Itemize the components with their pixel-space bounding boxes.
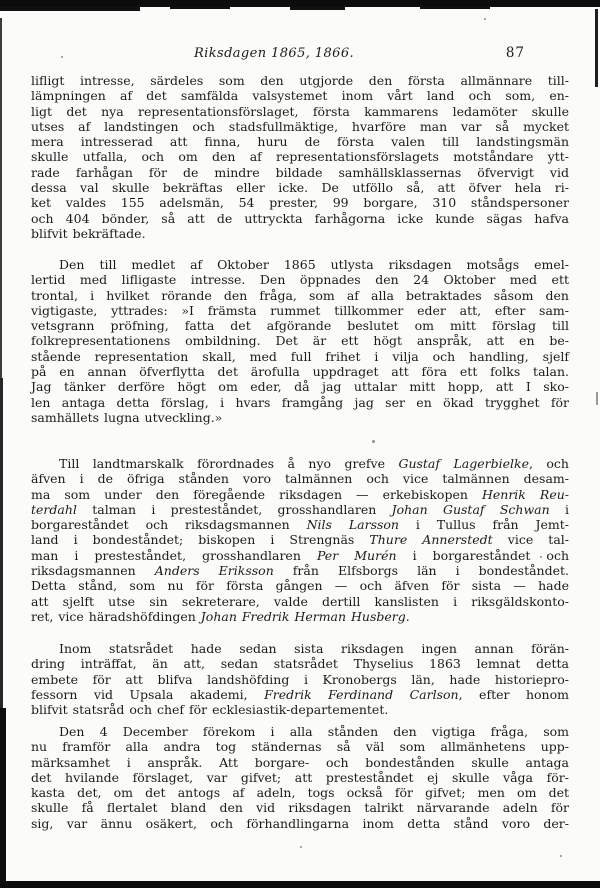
- text-line: [31, 119, 569, 134]
- text-segment: ligt det nya representationsförslaget, första kammarens ledamöter skulle: [31, 103, 569, 119]
- text-line: [31, 288, 569, 303]
- text-segment: samhällets lugna utveckling.»: [31, 409, 223, 425]
- text-segment: borgareståndet och riksdagsmannen: [31, 517, 307, 533]
- text-line: [31, 739, 569, 754]
- person-name-italic: Per Murén: [316, 547, 397, 563]
- text-line: [31, 502, 569, 517]
- scan-edge-right: [596, 392, 598, 405]
- text-line: [31, 548, 569, 563]
- text-line: [31, 349, 569, 364]
- scan-speck: [372, 440, 375, 443]
- text-segment: att sjelft utse sin sekreterare, valde dertill kanslisten i riksgäldskonto-: [31, 593, 569, 609]
- text-segment: det hvilande förslaget, var gifvet; att presteståndet ej skulle våga för-: [31, 769, 569, 785]
- scan-speck: [300, 846, 302, 848]
- text-segment: och 404 bönder, så att de uttryckta farhågorna icke kunde sägas hafva: [31, 210, 569, 226]
- text-segment: i borgareståndet och: [396, 547, 570, 563]
- text-line: [31, 672, 569, 687]
- text-segment: sig, var ännu osäkert, och förhandlingarna inom detta stånd voro der-: [31, 815, 569, 831]
- text-segment: lämpningen af det samfälda valsystemet inom vårt land och som, en-: [31, 88, 569, 104]
- text-line: [31, 609, 569, 624]
- text-line: [31, 563, 569, 578]
- text-segment: på en annan öfverflytta det ärofulla uppdraget att föra ett folks talan.: [31, 364, 569, 380]
- text-line: [31, 395, 569, 410]
- text-segment: stående representation skall, med full frihet i vilja och handling, sjelf: [31, 348, 569, 364]
- text-segment: blifvit bekräftade.: [31, 225, 146, 241]
- scan-edge-left: [0, 378, 3, 708]
- page-number: 87: [505, 45, 525, 61]
- text-line: [31, 656, 569, 671]
- text-segment: utses af landstingen och stadsfullmäktige, hvarföre man var så mycket: [31, 118, 569, 134]
- text-line: [31, 73, 569, 88]
- person-name-italic: Thure Annerstedt: [369, 532, 493, 548]
- text-segment: Jag tänker derföre högt om eder, då jag uttalar mitt hopp, att I sko-: [31, 379, 569, 395]
- text-line: [31, 303, 569, 318]
- scan-edge-top: [0, 0, 600, 7]
- person-name-italic: Johan Gustaf Schwan: [391, 501, 550, 517]
- text-line: [31, 211, 569, 226]
- text-line: [31, 687, 569, 702]
- scan-edge-left: [0, 18, 2, 378]
- scan-speck: [61, 56, 63, 58]
- text-line: [31, 104, 569, 119]
- text-line: [31, 456, 569, 471]
- text-segment: man i presteståndet, grosshandlaren: [31, 547, 317, 563]
- person-name-italic: Anders Eriksson: [154, 563, 274, 579]
- scan-edge-bottom: [0, 881, 600, 888]
- text-segment: land i bondeståndet; biskopen i Strengnäs: [31, 532, 370, 548]
- text-segment: Inom statsrådet hade sedan sista riksdagen ingen annan förän-: [59, 641, 569, 656]
- text-segment: len antaga detta förslag, i hvars framgång jag ser en ökad trygghet för: [31, 394, 569, 410]
- text-segment: ret, vice häradshöfdingen: [31, 608, 201, 624]
- person-name-italic: Nils Larsson: [306, 517, 399, 533]
- text-segment: talman i presteståndet, grosshandlaren: [76, 501, 392, 517]
- text-segment: dring inträffat, än att, sedan statsrådet Thyselius 1863 lemnat detta: [31, 656, 569, 672]
- text-segment: trontal, i hvilket rörande den fråga, som af alla betraktades såsom den: [31, 287, 569, 303]
- text-line: [31, 272, 569, 287]
- text-line: [31, 364, 569, 379]
- text-segment: kasta det, om det antogs af adeln, togs också för gifvet; men om det: [31, 785, 569, 801]
- text-line: [31, 800, 569, 815]
- text-line: [31, 165, 569, 180]
- running-header-title: Riksdagen 1865, 1866.: [193, 46, 355, 61]
- paragraph: [31, 456, 569, 624]
- text-line: [31, 318, 569, 333]
- text-line: [31, 517, 569, 532]
- person-name-italic: Fredrik Ferdinand Carlson: [264, 686, 459, 702]
- text-segment: äfven i de öfriga stånden voro talmännen och vice talmännen desam-: [31, 471, 569, 487]
- scan-edge-ragged: [290, 7, 345, 10]
- text-line: [31, 88, 569, 103]
- text-segment: lertid med lifligaste intresse. Den öppnades den 24 Oktober med ett: [31, 272, 569, 288]
- text-line: [31, 532, 569, 547]
- text-segment: Detta stånd, som nu för första gången — och äfven för sista — hade: [31, 578, 569, 594]
- text-segment: i Tullus från Jemt-: [398, 517, 569, 533]
- scan-edge-ragged: [420, 7, 490, 9]
- paragraph: [31, 641, 569, 717]
- text-segment: .: [405, 608, 410, 624]
- text-line: [31, 134, 569, 149]
- scan-edge-right: [595, 9, 598, 87]
- paragraph: [31, 724, 569, 831]
- text-line: [31, 785, 569, 800]
- text-segment: Till landtmarskalk förordnades å nyo grefve: [59, 456, 399, 471]
- scan-edge-ragged: [0, 7, 140, 11]
- text-line: [31, 487, 569, 502]
- text-line: [31, 755, 569, 770]
- text-line: [31, 410, 569, 425]
- text-line: [31, 594, 569, 609]
- text-segment: i: [549, 501, 569, 517]
- text-line: [31, 770, 569, 785]
- text-line: [31, 702, 569, 717]
- text-line: [31, 149, 569, 164]
- paragraph: [31, 73, 569, 241]
- text-line: [31, 257, 569, 272]
- text-segment: folkrepresentationens ombildning. Det är ett högt anspråk, att en be-: [31, 333, 569, 349]
- scan-edge-ragged: [170, 7, 230, 9]
- text-segment: riksdagsmannen: [31, 563, 155, 579]
- text-line: [31, 180, 569, 195]
- person-name-italic: Johan Fredrik Herman Husberg: [200, 608, 406, 624]
- person-name-italic: Henrik Reu-: [481, 486, 570, 502]
- paragraph: [31, 257, 569, 425]
- text-segment: vice tal-: [492, 532, 569, 548]
- text-line: [31, 333, 569, 348]
- scan-edge-left: [0, 708, 6, 884]
- text-line: [31, 195, 569, 210]
- text-line: [31, 578, 569, 593]
- scan-speck: [484, 18, 486, 20]
- text-line: [31, 379, 569, 394]
- text-segment: dessa val skulle bekräftas eller icke. De utföllo så, att öfver hela ri-: [31, 180, 569, 196]
- text-line: [31, 471, 569, 486]
- text-segment: blifvit statsråd och chef för ecklesiastik-departementet.: [31, 702, 389, 718]
- text-segment: från Elfsborgs län i bondeståndet.: [273, 563, 569, 579]
- person-name-italic: Gustaf Lagerbielke: [398, 456, 529, 471]
- text-segment: Den 4 December förekom i alla stånden den vigtiga fråga, som: [59, 724, 569, 739]
- text-segment: ma som under den föregående riksdagen — erkebiskopen: [31, 486, 482, 502]
- text-segment: skulle utfalla, och om den af representationsförslagets motståndare ytt-: [31, 149, 569, 165]
- text-segment: rade farhågan för de mindre bildade samhällsklassernas öfvervigt vid: [31, 164, 569, 180]
- text-segment: vetsgrann pröfning, fatta det afgörande beslutet om mitt förslag till: [31, 318, 569, 334]
- text-segment: embete för att blifva landshöfding i Kronobergs län, hade historiepro-: [31, 671, 569, 687]
- text-line: [31, 226, 569, 241]
- text-segment: skulle få flertalet bland den vid riksdagen talrikt närvarande adeln för: [31, 800, 569, 816]
- text-line: [31, 641, 569, 656]
- person-name-italic: terdahl: [31, 501, 77, 517]
- text-segment: mera intresserad att finna, huru de första valen till landstingsmän: [31, 134, 569, 150]
- scan-speck: [560, 855, 562, 857]
- text-segment: Den till medlet af Oktober 1865 utlysta riksdagen motsågs emel-: [59, 257, 569, 272]
- text-line: [31, 816, 569, 831]
- text-segment: , och: [528, 456, 569, 471]
- text-segment: lifligt intresse, särdeles som den utgjorde den första allmännare till-: [31, 73, 569, 88]
- text-segment: vigtigaste, yttrades: »I främsta rummet tillkommer eder att, efter sam-: [31, 302, 569, 318]
- text-segment: nu framför alla andra tog ständernas så väl som allmänhetens upp-: [31, 739, 569, 755]
- text-segment: märksamhet i anspråk. Att borgare- och bondestånden skulle antaga: [31, 754, 569, 770]
- text-segment: , efter honom: [458, 686, 569, 702]
- text-segment: ket valdes 155 adelsmän, 54 prester, 99 borgare, 310 ståndspersoner: [31, 195, 569, 211]
- text-segment: fessorn vid Upsala akademi,: [31, 686, 265, 702]
- text-line: [31, 724, 569, 739]
